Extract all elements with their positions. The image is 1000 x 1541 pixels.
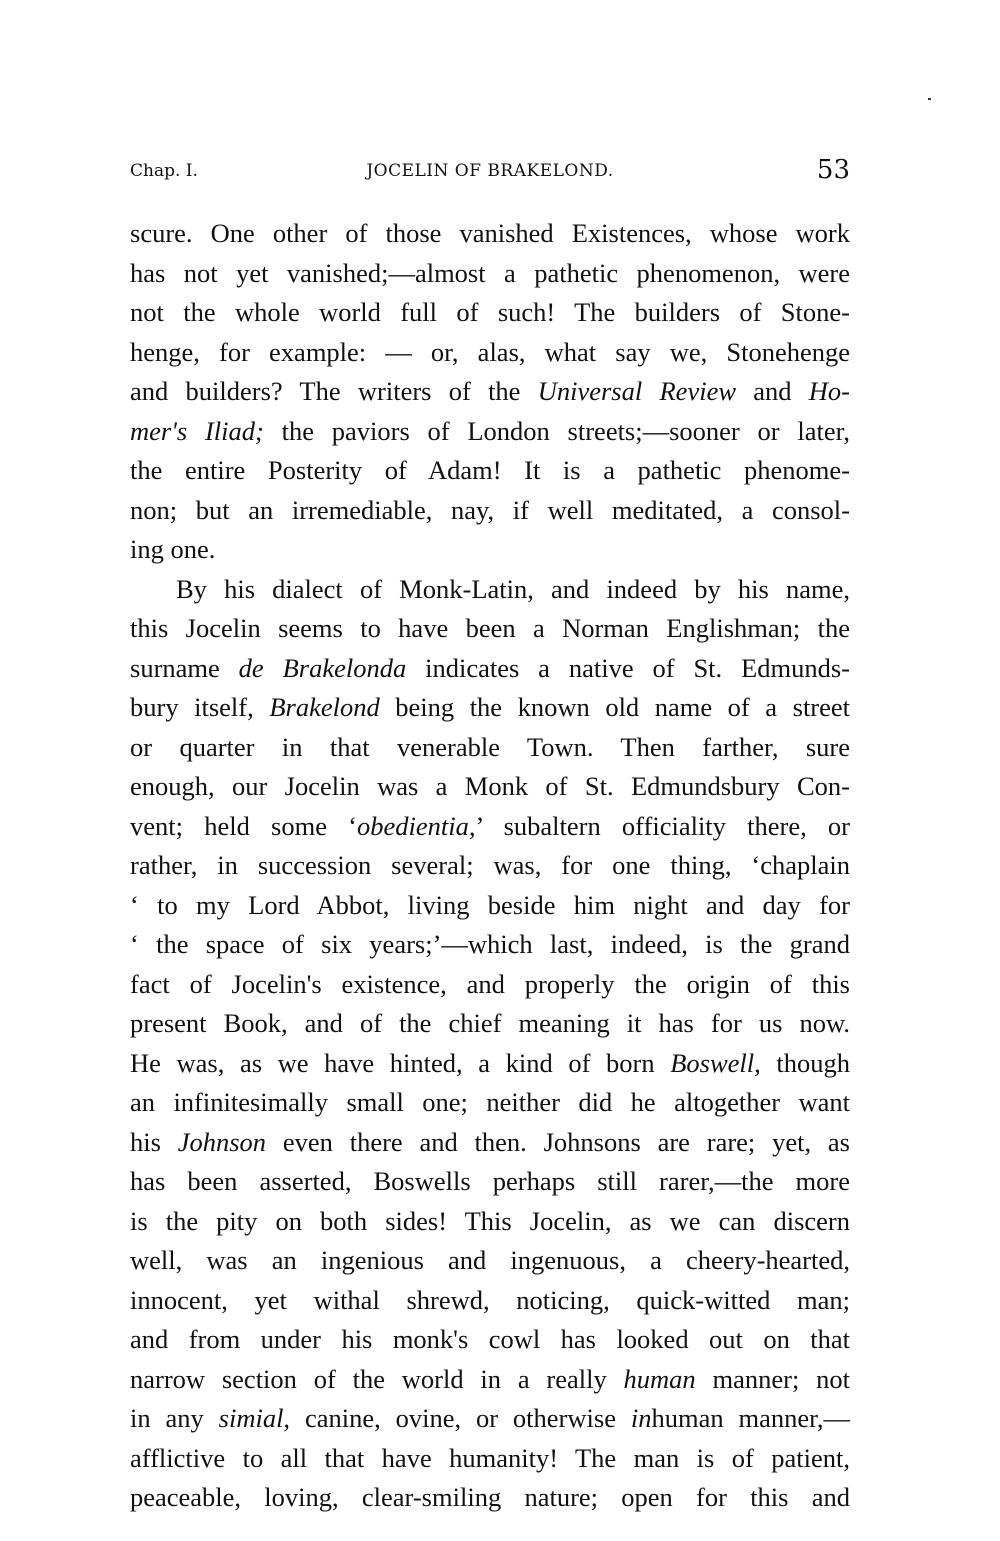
- text-line: [130, 214, 850, 254]
- text-segment: vent; held some ‘: [130, 810, 357, 841]
- italic-text: Universal Review: [537, 376, 737, 406]
- text-line: [130, 333, 850, 373]
- text-segment: enough, our Jocelin was a Monk of St. Edmundsbury Con-: [130, 771, 850, 801]
- text-segment: has not yet vanished;—almost a pathetic phenomenon, were: [130, 257, 850, 288]
- chapter-label: Chap. I.: [130, 161, 198, 181]
- text-line: [130, 491, 850, 531]
- text-line: [130, 807, 850, 847]
- italic-text: Johnson: [177, 1126, 267, 1157]
- text-line: [130, 570, 850, 610]
- text-segment: though: [760, 1047, 850, 1078]
- italic-text: mer's Iliad;: [130, 415, 264, 446]
- text-line: [130, 925, 850, 965]
- text-segment: surname: [130, 652, 239, 683]
- text-segment: this Jocelin seems to have been a Norman Englishman; the: [130, 613, 850, 643]
- italic-text: human: [623, 1363, 696, 1394]
- text-segment: not the whole world full of such! The builders of Stone-: [130, 297, 850, 327]
- text-line: [130, 530, 850, 570]
- text-line: [130, 649, 850, 689]
- text-segment: fact of Jocelin's existence, and properly the origin of this: [130, 968, 850, 999]
- text-line: [130, 1044, 850, 1084]
- text-segment: ‘ to my Lord Abbot, living beside him night and day for: [130, 889, 850, 920]
- text-segment: By his dialect of Monk-Latin, and indeed by his name,: [176, 573, 850, 604]
- text-line: [130, 767, 850, 807]
- text-line: [130, 1281, 850, 1321]
- text-line: [130, 1439, 850, 1479]
- text-segment: is the pity on both sides! This Jocelin, as we can discern: [130, 1205, 850, 1236]
- italic-text: Boswell,: [670, 1047, 761, 1078]
- body-text: [130, 214, 850, 1518]
- text-segment: being the known old name of a street: [379, 692, 851, 722]
- text-segment: an infinitesimally small one; neither did he altogether want: [130, 1087, 850, 1117]
- text-segment: manner; not: [695, 1363, 850, 1394]
- text-segment: indicates a native of St. Edmunds-: [406, 652, 850, 683]
- text-segment: human manner,—: [651, 1403, 850, 1433]
- text-segment: ‘ the space of six years;’—which last, indeed, is the grand: [130, 929, 850, 959]
- text-line: [130, 1360, 850, 1400]
- text-line: [130, 1162, 850, 1202]
- running-header: [130, 155, 850, 187]
- text-segment: He was, as we have hinted, a kind of born: [130, 1047, 671, 1078]
- text-line: [130, 451, 850, 491]
- text-segment: and from under his monk's cowl has looked out on that: [130, 1324, 850, 1354]
- text-line: [130, 846, 850, 886]
- text-line: [130, 1320, 850, 1360]
- text-line: [130, 412, 850, 452]
- text-segment: present Book, and of the chief meaning it has for us now.: [130, 1008, 850, 1038]
- text-segment: peaceable, loving, clear-smiling nature; open for this and: [130, 1482, 850, 1512]
- italic-text: Brakelond: [269, 692, 380, 722]
- page-number: 53: [816, 155, 850, 185]
- text-segment: ’ subaltern officiality there, or: [475, 810, 850, 841]
- running-title: JOCELIN OF BRAKELOND.: [366, 161, 614, 181]
- text-line: [130, 1241, 850, 1281]
- text-line: [130, 1399, 850, 1439]
- text-line: [130, 1004, 850, 1044]
- text-segment: in any: [130, 1403, 219, 1433]
- text-segment: afflictive to all that have humanity! The man is of patient,: [130, 1442, 850, 1473]
- italic-text: de Brakelonda: [238, 652, 407, 683]
- text-segment: or quarter in that venerable Town. Then farther, sure: [130, 731, 850, 762]
- text-segment: has been asserted, Boswells perhaps still rarer,—the more: [130, 1166, 850, 1196]
- text-segment: and: [736, 376, 809, 406]
- text-segment: well, was an ingenious and ingenuous, a cheery-hearted,: [130, 1245, 850, 1275]
- text-line: [130, 1083, 850, 1123]
- text-segment: the paviors of London streets;—sooner or later,: [263, 415, 850, 446]
- text-segment: innocent, yet withal shrewd, noticing, quick-witted man;: [130, 1284, 850, 1315]
- text-segment: scure. One other of those vanished Existences, whose work: [130, 218, 850, 248]
- text-segment: non; but an irremediable, nay, if well meditated, a consol-: [130, 494, 850, 525]
- italic-text: obedientia,: [357, 810, 476, 841]
- text-line: [130, 254, 850, 294]
- text-line: [130, 688, 850, 728]
- text-line: [130, 965, 850, 1005]
- text-line: [130, 293, 850, 333]
- text-line: [130, 728, 850, 768]
- text-segment: rather, in succession several; was, for one thing, ‘chaplain: [130, 850, 850, 880]
- scan-speck: [928, 98, 931, 100]
- text-segment: canine, ovine, or otherwise: [290, 1403, 631, 1433]
- text-segment: henge, for example: — or, alas, what say we, Stonehenge: [130, 336, 850, 367]
- italic-text: simial,: [218, 1403, 291, 1433]
- text-segment: even there and then. Johnsons are rare; yet, as: [266, 1126, 850, 1157]
- text-line: [130, 1123, 850, 1163]
- text-segment: narrow section of the world in a really: [130, 1363, 624, 1394]
- text-segment: and builders? The writers of the: [130, 376, 538, 406]
- text-line: [130, 1478, 850, 1518]
- text-line: [130, 1202, 850, 1242]
- text-line: [130, 372, 850, 412]
- italic-text: in: [630, 1403, 652, 1433]
- text-segment: ing one.: [130, 534, 216, 564]
- text-segment: his: [130, 1126, 178, 1157]
- text-segment: bury itself,: [130, 692, 270, 722]
- text-segment: the entire Posterity of Adam! It is a pathetic phenome-: [130, 455, 850, 485]
- text-line: [130, 609, 850, 649]
- italic-text: Ho-: [808, 376, 851, 406]
- text-line: [130, 886, 850, 926]
